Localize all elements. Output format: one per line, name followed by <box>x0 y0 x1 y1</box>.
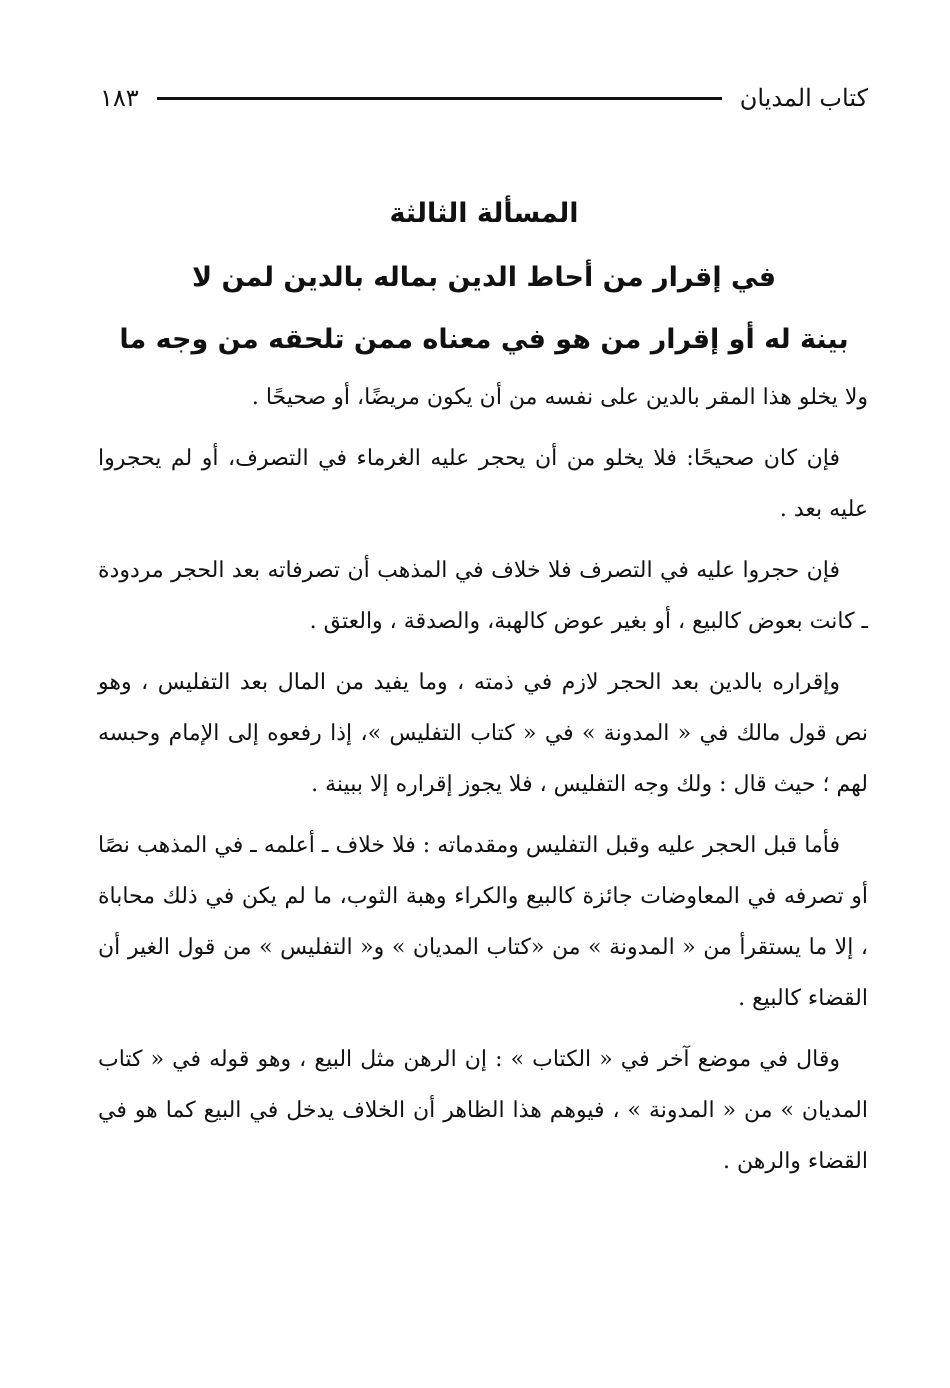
section-subheading-line-1: في إقرار من أحاط الدين بماله بالدين لمن لا <box>191 262 777 293</box>
section-subheading-line-2: بينة له أو إقرار من هو في معناه ممن تلحقه من وجه ما <box>119 324 849 355</box>
paragraph: فإن حجروا عليه في التصرف فلا خلاف في المذهب أن تصرفاته بعد الحجر مردودة ـ كانت بعوض كالبيع ، أو بغير عوض كالهبة، والصدقة ، والعتق . <box>98 558 868 634</box>
running-header <box>100 78 868 118</box>
body-text <box>98 372 868 1197</box>
section-heading: المسألة الثالثة <box>389 198 579 229</box>
page-number: ١٨٣ <box>100 84 139 112</box>
paragraph: وإقراره بالدين بعد الحجر لازم في ذمته ، وما يفيد من المال بعد التفليس ، وهو نص قول مالك في « المدونة » في « كتاب التفليس »، إذا رفعوه إلى الإمام وحبسه لهم ؛ حيث قال : ولك وجه التفليس ، فلا يجوز إقراره إلا ببينة . <box>98 670 868 797</box>
paragraph: فأما قبل الحجر عليه وقبل التفليس ومقدماته : فلا خلاف ـ أعلمه ـ في المذهب نصًا أو تصرفه في المعاوضات جائزة كالبيع والكراء وهبة الثوب، ما لم يكن في ذلك محاباة ، إلا ما يستقرأ من « المدونة » من «كتاب المديان » و« التفليس » من قول الغير أن القضاء كالبيع . <box>98 833 868 1011</box>
paragraph: وقال في موضع آخر في « الكتاب » : إن الرهن مثل البيع ، وهو قوله في « كتاب المديان » من « المدونة » ، فيوهم هذا الظاهر أن الخلاف يدخل في البيع كما هو في القضاء والرهن . <box>98 1047 868 1174</box>
header-rule <box>157 97 722 100</box>
paragraph: ولا يخلو هذا المقر بالدين على نفسه من أن يكون مريضًا، أو صحيحًا . <box>251 385 868 410</box>
running-title: كتاب المديان <box>739 84 868 112</box>
paragraph: فإن كان صحيحًا: فلا يخلو من أن يحجر عليه الغرماء في التصرف، أو لم يحجروا عليه بعد . <box>98 446 868 522</box>
